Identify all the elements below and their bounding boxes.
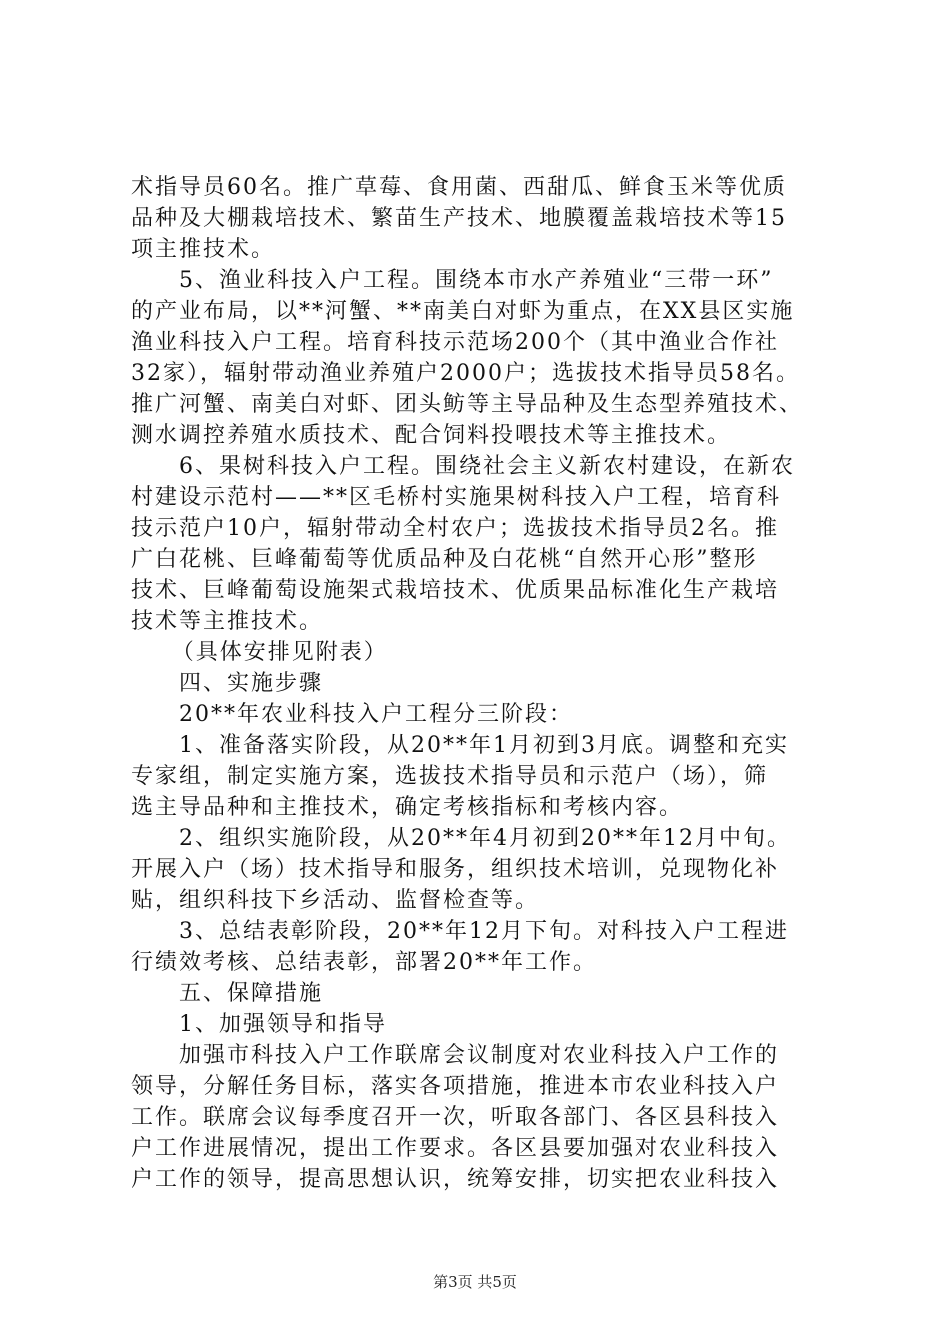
text-line: 推广河蟹、南美白对虾、团头鲂等主导品种及生态型养殖技术、	[131, 392, 804, 417]
text-line: 术指导员60名。推广草莓、食用菌、西甜瓜、鲜食玉米等优质	[131, 175, 787, 200]
text-line: 项主推技术。	[131, 237, 276, 262]
text-line: 技术、巨峰葡萄设施架式栽培技术、优质果品标准化生产栽培	[131, 578, 780, 603]
text-line: 测水调控养殖水质技术、配合饲料投喂技术等主推技术。	[131, 423, 732, 448]
document-body	[131, 172, 831, 1195]
text-line: 1、准备落实阶段，从20**年1月初到3月底。调整和充实	[179, 733, 789, 758]
text-line: 32家），辐射带动渔业养殖户2000户；选拔技术指导员58名。	[131, 361, 800, 386]
text-line: 6、果树科技入户工程。围绕社会主义新农村建设，在新农	[179, 454, 795, 479]
text-line: 1、加强领导和指导	[179, 1012, 387, 1037]
text-line: （具体安排见附表）	[171, 640, 388, 665]
text-line: 技术等主推技术。	[131, 609, 324, 634]
text-line: 行绩效考核、总结表彰，部署20**年工作。	[131, 950, 597, 975]
text-line: 的产业布局，以**河蟹、**南美白对虾为重点，在XX县区实施	[131, 299, 795, 324]
text-line: 五、保障措施	[179, 981, 324, 1006]
text-line: 加强市科技入户工作联席会议制度对农业科技入户工作的	[179, 1043, 780, 1068]
text-line: 领导，分解任务目标，落实各项措施，推进本市农业科技入户	[131, 1074, 780, 1099]
text-line: 技示范户10户，辐射带动全村农户；选拔技术指导员2名。推	[131, 516, 779, 541]
text-line: 2、组织实施阶段，从20**年4月初到20**年12月中旬。	[179, 826, 791, 851]
text-line: 开展入户（场）技术指导和服务，组织技术培训，兑现物化补	[131, 857, 780, 882]
text-line: 工作。联席会议每季度召开一次，听取各部门、各区县科技入	[131, 1105, 780, 1130]
text-line: 选主导品种和主推技术，确定考核指标和考核内容。	[131, 795, 684, 820]
text-line: 3、总结表彰阶段，20**年12月下旬。对科技入户工程进	[179, 919, 789, 944]
text-line: 品种及大棚栽培技术、繁苗生产技术、地膜覆盖栽培技术等15	[131, 206, 787, 231]
text-line: 户工作的领导，提高思想认识，统筹安排，切实把农业科技入	[131, 1167, 780, 1192]
text-line: 5、渔业科技入户工程。围绕本市水产养殖业“三带一环”	[179, 268, 774, 293]
text-line: 广白花桃、巨峰葡萄等优质品种及白花桃“自然开心形”整形	[131, 547, 758, 572]
text-line: 户工作进展情况，提出工作要求。各区县要加强对农业科技入	[131, 1136, 780, 1161]
page-footer: 第3页 共5页	[433, 1273, 517, 1291]
text-line: 四、实施步骤	[179, 671, 324, 696]
text-line: 村建设示范村——**区毛桥村实施果树科技入户工程，培育科	[131, 485, 782, 510]
text-line: 20**年农业科技入户工程分三阶段：	[179, 702, 573, 727]
text-line: 专家组，制定实施方案，选拔技术指导员和示范户（场），筛	[131, 764, 769, 789]
text-line: 渔业科技入户工程。培育科技示范场200个（其中渔业合作社	[131, 330, 779, 355]
text-line: 贴，组织科技下乡活动、监督检查等。	[131, 888, 540, 913]
